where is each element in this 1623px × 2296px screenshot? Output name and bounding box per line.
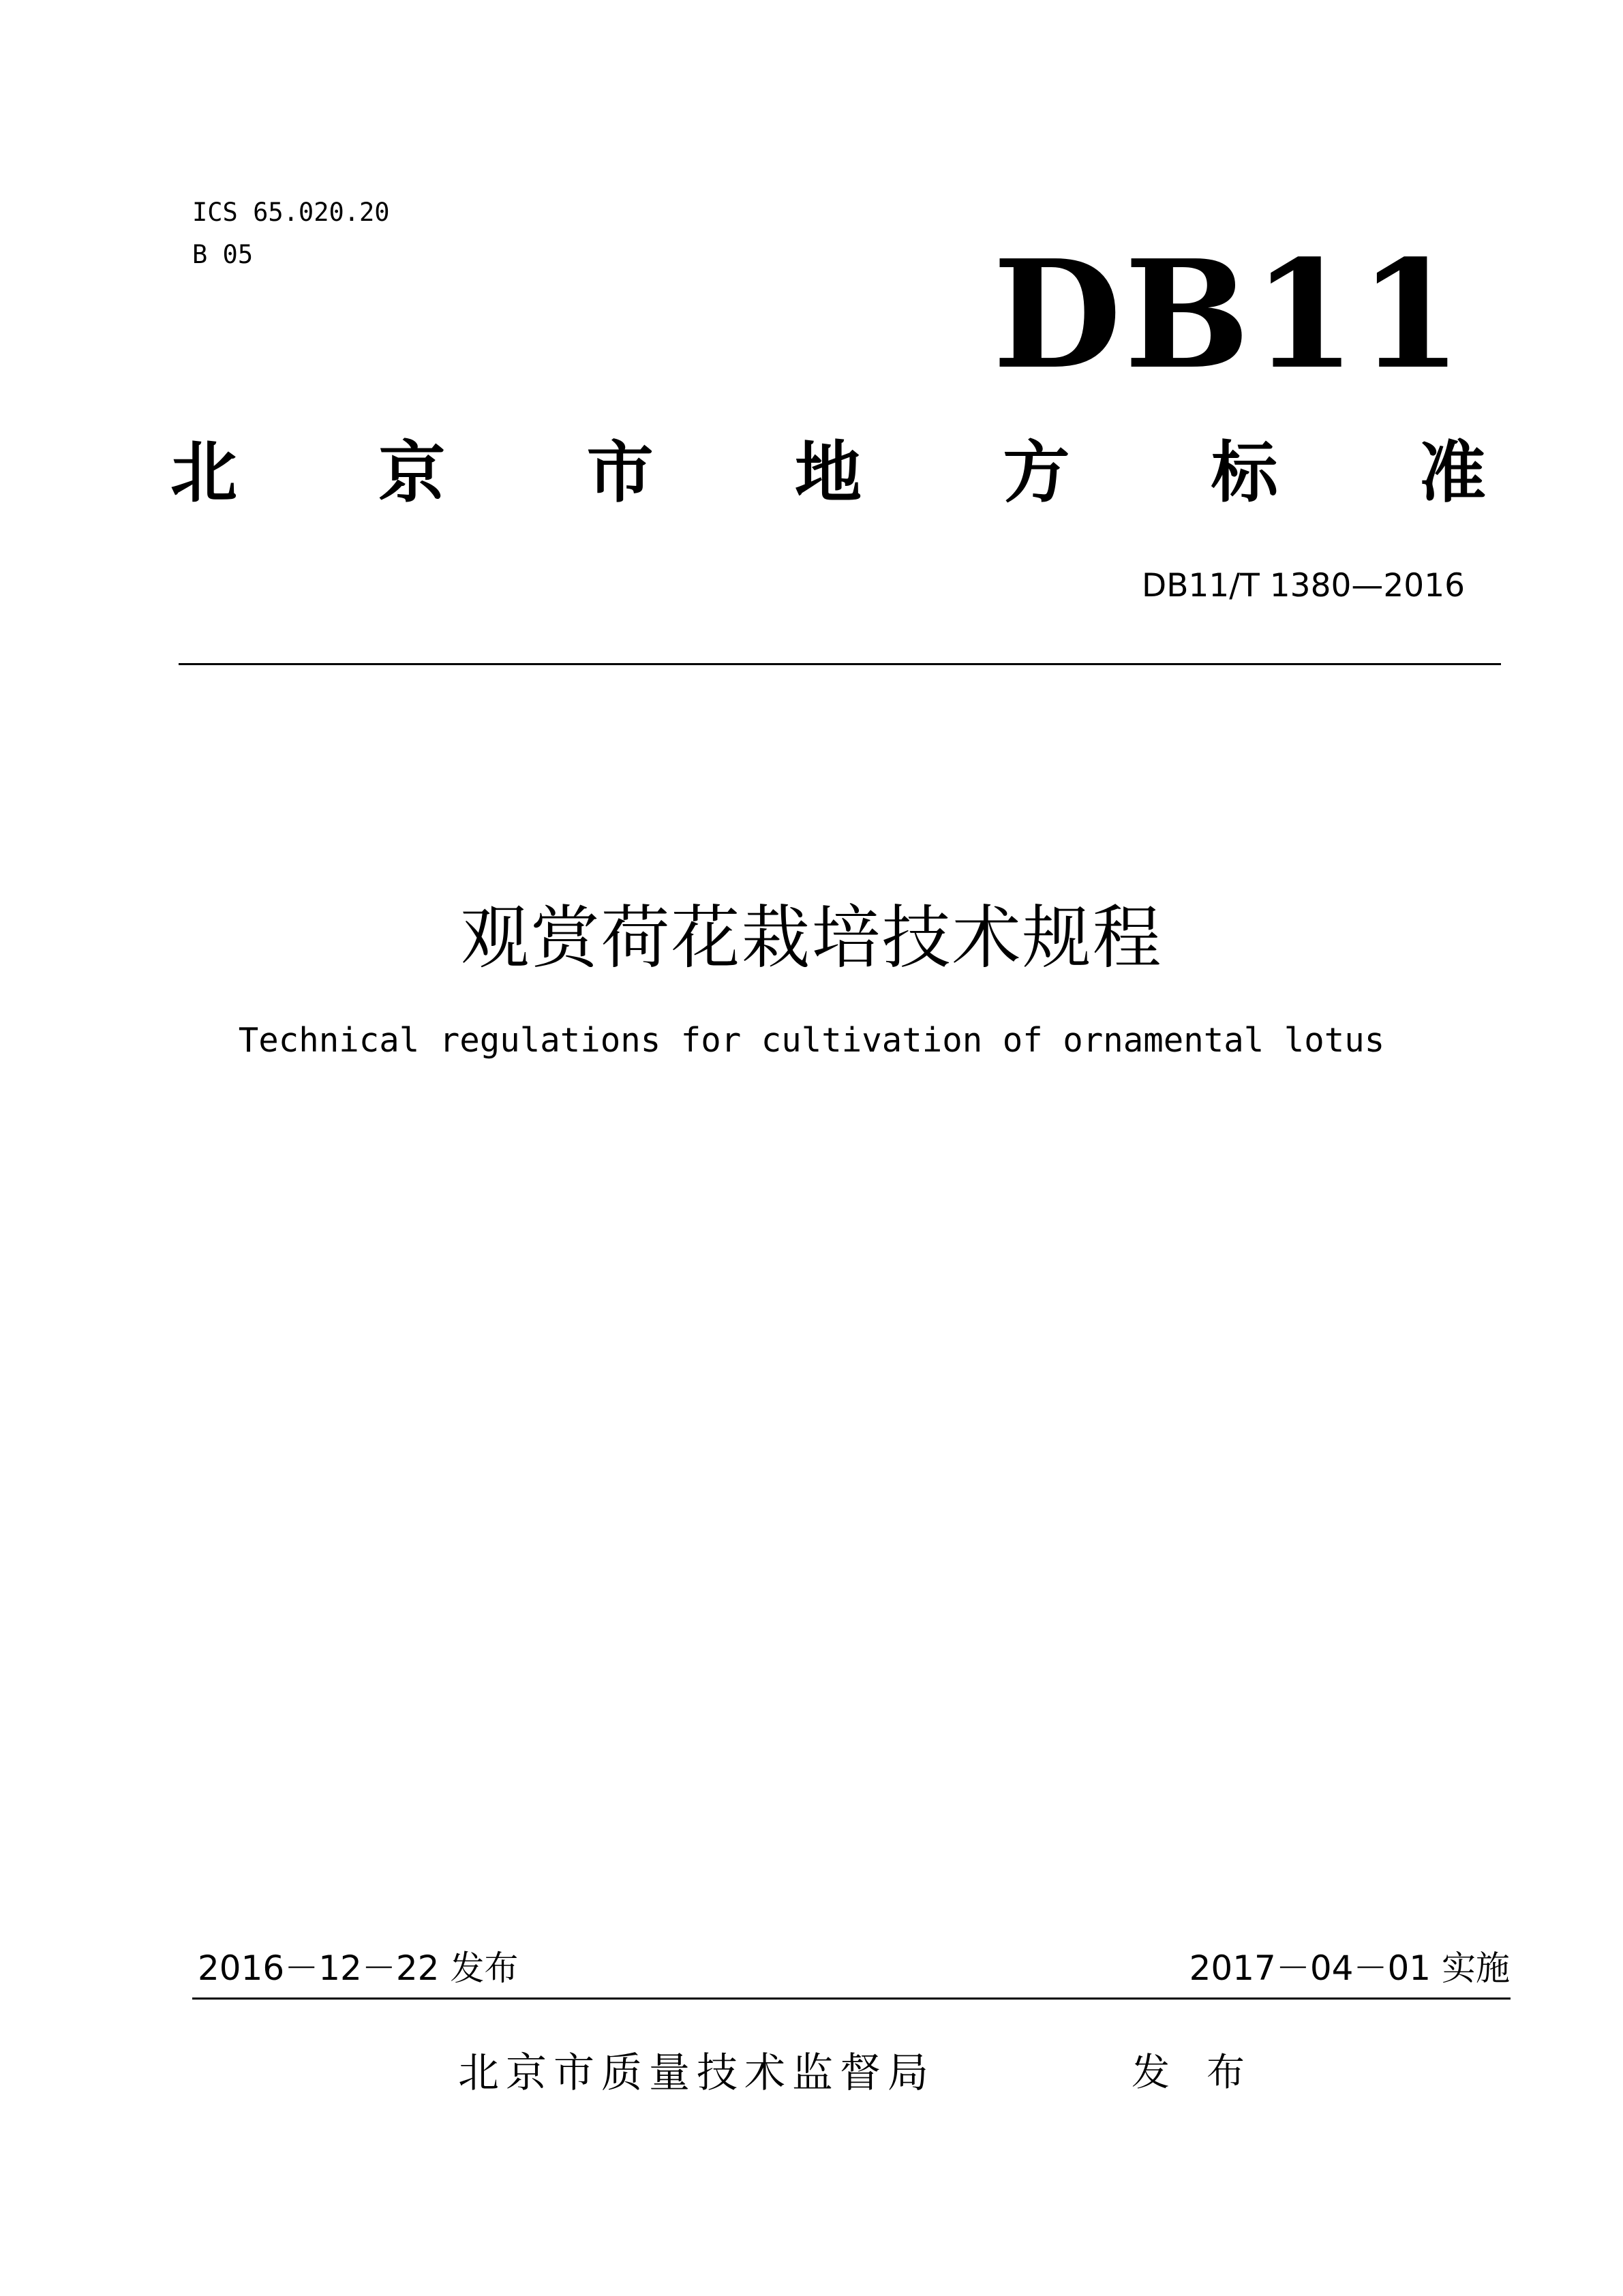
standard-type-char: 准 [1419, 434, 1486, 512]
standard-type-char: 地 [794, 434, 862, 512]
standard-type-char: 北 [170, 434, 238, 512]
issue-date: 2016－12－22 发布 [198, 1948, 519, 1988]
db11-logo: DB11 [992, 228, 1465, 402]
standard-type-char: 京 [378, 434, 446, 512]
footer-divider [192, 1997, 1511, 2000]
header-divider [179, 663, 1501, 665]
standard-type-char: 标 [1211, 434, 1278, 512]
standard-type-char: 方 [1003, 434, 1070, 512]
issue-verb: 发布 [1132, 2051, 1281, 2095]
standard-type-char: 市 [586, 434, 654, 512]
implementation-date: 2017－04－01 实施 [1189, 1948, 1510, 1988]
issuing-authority: 北京市质量技术监督局 [458, 2049, 935, 2097]
ccs-code: B 05 [192, 240, 254, 269]
ics-code: ICS 65.020.20 [192, 198, 390, 227]
document-title-english: Technical regulations for cultivation of ornamental lotus [238, 1021, 1385, 1060]
document-title-chinese: 观赏荷花栽培技术规程 [460, 898, 1163, 978]
standard-type-heading [170, 432, 1486, 514]
standard-number: DB11/T 1380—2016 [1142, 567, 1465, 604]
